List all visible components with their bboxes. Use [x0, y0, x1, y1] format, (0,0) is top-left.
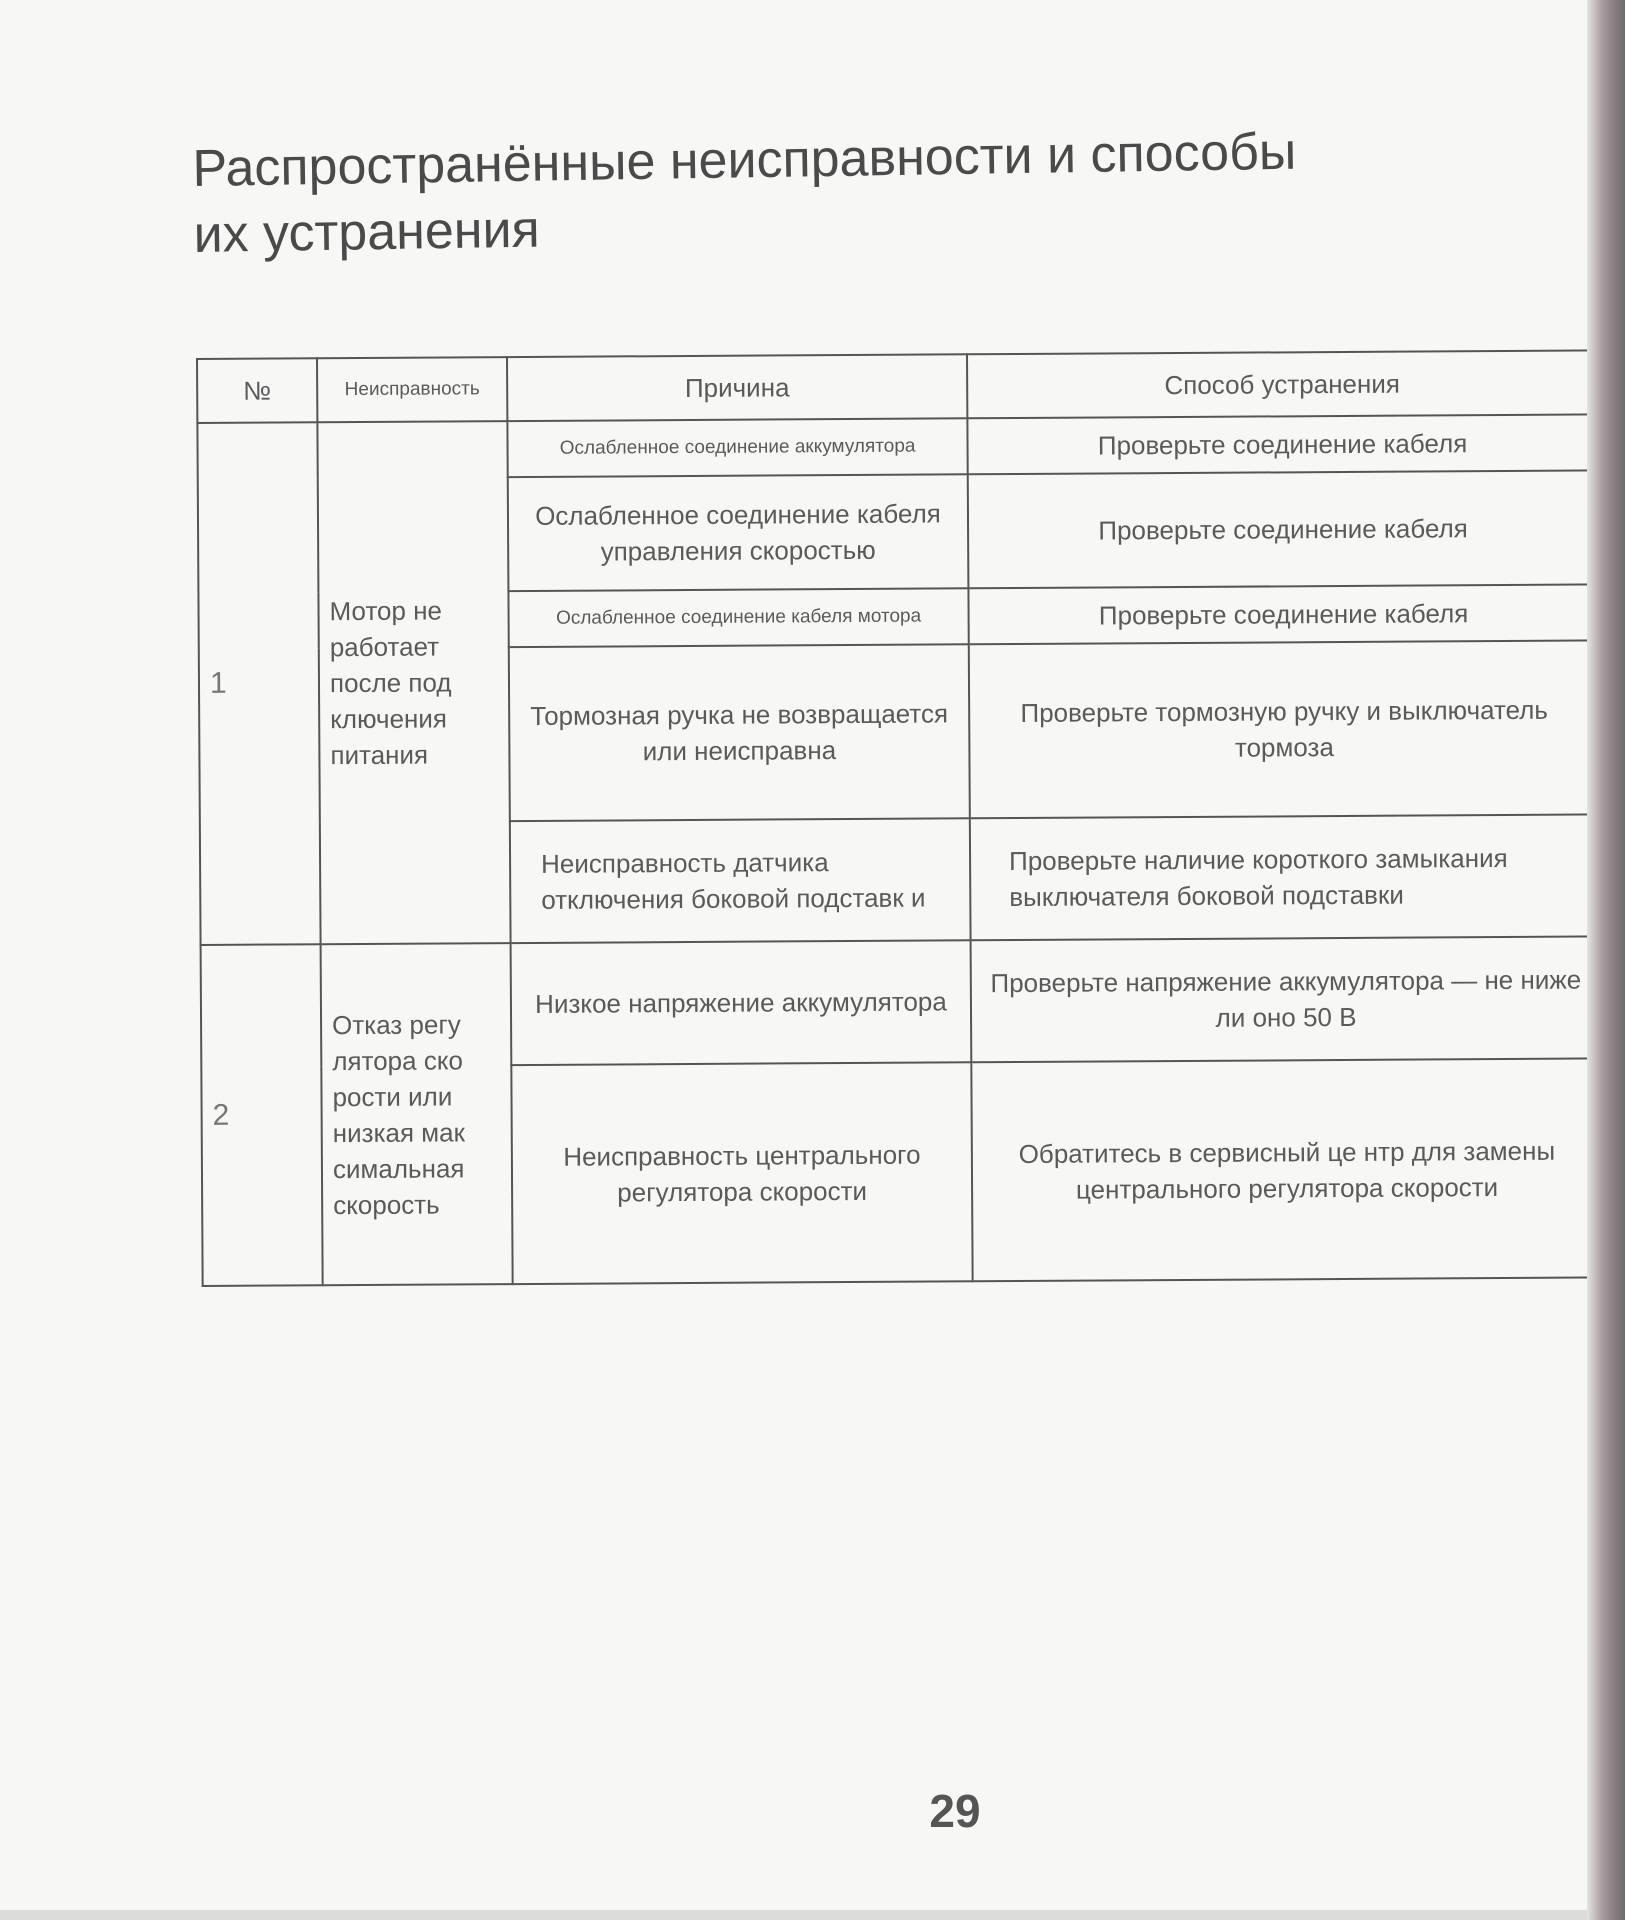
cause-cell: Ослабленное соединение кабеля мотора [508, 588, 968, 647]
row-number: 1 [197, 422, 320, 945]
troubleshooting-table-wrapper [196, 349, 1602, 1287]
fix-cell: Проверьте напряжение аккумулятора — не ниже ли оно 50 В [971, 936, 1602, 1062]
page-title [192, 117, 1394, 268]
header-number: № [197, 358, 317, 423]
table-row [197, 414, 1597, 479]
cause-cell: Ослабленное соединение аккумулятора [507, 418, 967, 477]
header-fault: Неисправность [317, 357, 507, 422]
page-number: 29 [929, 1785, 981, 1837]
page-title-line-2: их устранения [193, 200, 541, 264]
troubleshooting-table [196, 349, 1604, 1287]
header-fix: Способ устранения [967, 350, 1597, 418]
header-cause: Причина [507, 354, 967, 421]
fault-cell: Отказ регу лятора ско рости или низкая мак симальная скорость [321, 943, 513, 1285]
cause-cell: Ослабленное соединение кабеля управления скоростью [508, 474, 969, 591]
fix-cell: Проверьте соединение кабеля [968, 470, 1599, 588]
cause-cell: Неисправность центрального регулятора скорости [511, 1062, 972, 1284]
table-row [201, 936, 1602, 1067]
fix-cell: Обратитесь в сервисный це нтр для замены центрального регулятора скорости [971, 1058, 1602, 1281]
cause-cell: Тормозная ручка не возвращается или неисправна [509, 644, 970, 821]
fix-cell: Проверьте тормозную ручку и выключатель тормоза [969, 640, 1600, 818]
page-title-line-1: Распространённые неисправности и способы [192, 122, 1297, 198]
row-number: 2 [201, 944, 323, 1286]
fix-cell: Проверьте соединение кабеля [967, 414, 1597, 474]
fault-cell: Мотор не работает после под ключения питания [317, 421, 510, 944]
fix-cell: Проверьте наличие короткого замыкания выключателя боковой подставки [970, 814, 1601, 940]
fix-cell: Проверьте соединение кабеля [968, 584, 1598, 644]
cause-cell: Неисправность датчика отключения боковой подставк и [510, 818, 971, 943]
book-spine-shadow [1587, 0, 1625, 1920]
table-header-row [197, 350, 1597, 423]
cause-cell: Низкое напряжение аккумулятора [511, 940, 972, 1065]
